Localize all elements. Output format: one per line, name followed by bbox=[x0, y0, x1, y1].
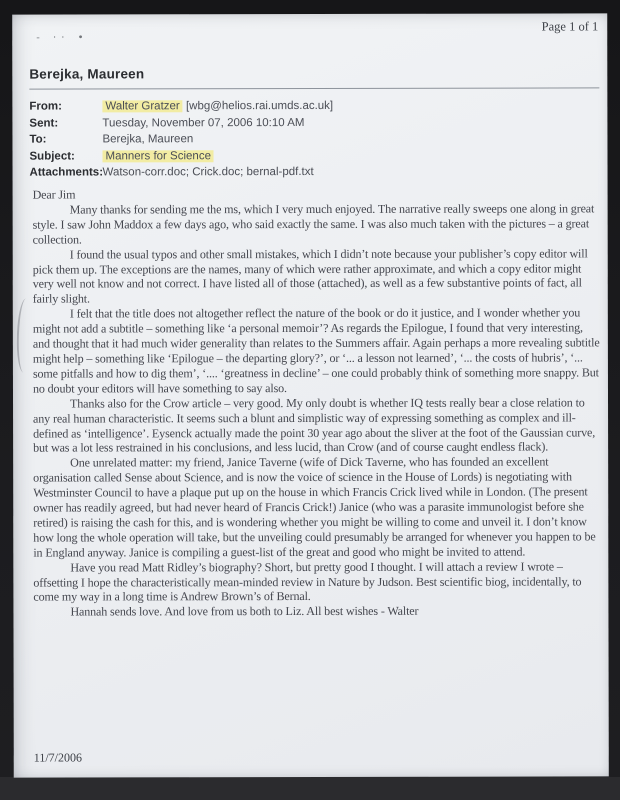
meta-row-sent bbox=[29, 116, 595, 129]
body-paragraph: Many thanks for sending me the ms, which I very much enjoyed. The narrative really sweeps one along in great style. I saw John Maddox a few days ago, who said exactly the same. I was also much taken with the pictures – a great collection. bbox=[32, 201, 595, 247]
body-signoff-paragraph: Hannah sends love. And love from us both to Liz. All best wishes - Walter bbox=[70, 604, 419, 619]
email-meta-block bbox=[29, 99, 595, 183]
meta-row-attachments bbox=[30, 165, 596, 178]
meta-value-subject bbox=[102, 150, 213, 162]
highlighted-subject: Manners for Science bbox=[102, 150, 213, 162]
meta-row-subject bbox=[29, 149, 595, 162]
email-body bbox=[33, 186, 601, 619]
meta-value-attachments: Watson-corr.doc; Crick.doc; bernal-pdf.txt bbox=[102, 165, 314, 179]
meta-value-sent: Tuesday, November 07, 2006 10:10 AM bbox=[102, 116, 305, 129]
meta-label-sent: Sent: bbox=[29, 117, 59, 130]
page-indicator: Page 1 of 1 bbox=[541, 19, 599, 34]
email-page bbox=[12, 13, 609, 777]
meta-row-from bbox=[29, 99, 595, 112]
meta-value-from bbox=[102, 100, 333, 112]
scanner-backdrop-strip bbox=[0, 777, 620, 800]
body-paragraph: One unrelated matter: my friend, Janice Taverne (wife of Dick Taverne, who has founded an excellent organisation called Sense about Science, and is now the voice of science in the House of Lords) is negotiating with Westminster Council to have a plaque put up on the house in which Francis Crick lived while in London. (The present owner has readily agreed, but had never heard of Francis Crick!) Janice (who was a parasite immunologist before she retired) is raising the cash for this, and is wondering whether you might be willing to come and unveil it. I don’t know how long the whole operation will take, but the unveiling could presumably be arranged for whenever you happen to be in England anyway. Janice is compiling a guest-list of the great and good who might be invited to attend. bbox=[33, 454, 596, 560]
meta-label-from: From: bbox=[29, 100, 63, 113]
sender-email: [wbg@helios.rai.umds.ac.uk] bbox=[182, 99, 334, 113]
pencil-marks: - ·· • bbox=[36, 32, 89, 44]
meta-label-attachments: Attachments: bbox=[29, 166, 104, 179]
salutation: Dear Jim bbox=[32, 187, 76, 202]
header-divider bbox=[29, 87, 599, 89]
meta-value-to: Berejka, Maureen bbox=[102, 133, 194, 146]
body-paragraph: Have you read Matt Ridley’s biography? Short, but pretty good I thought. I will attach a review I wrote – offsetting I hope the characteristically mean-minded review in Nature by Judson. Best scientific biog, incidentally, to come my way in a long time is Andrew Brown’s of Bernal. bbox=[33, 559, 582, 605]
body-paragraph: I felt that the title does not altogether reflect the nature of the book or do it justice, and I wonder whether you might not add a subtitle – something like ‘a personal memoir’? As regards the Epilogue, I found that very interesting, and thought that it had much wider generality than relates to the Summers affair. Again perhaps a more revealing subtitle might help – something like ‘Epilogue – the departing glory?’, or ‘... a lesson not learned’, ‘... the costs of hubris’, ‘... some pitfalls and how to dig them’, ‘.... ‘greatness in decline’ – one could probably think of something more snappy. But no doubt your editors will have something to say also. bbox=[32, 305, 600, 396]
footer-date: 11/7/2006 bbox=[33, 750, 83, 765]
recipient-header: Berejka, Maureen bbox=[29, 66, 145, 82]
meta-label-to: To: bbox=[29, 133, 47, 146]
body-paragraph: I found the usual typos and other small mistakes, which I didn’t note because your publisher’s copy editor will pick them up. The exceptions are the names, many of which were rather approximate, and which a copy editor might very well not know and not correct. I have listed all of those (attached), as well as a few substantive points of fact, all fairly slight. bbox=[32, 246, 588, 306]
meta-row-to bbox=[29, 132, 595, 145]
body-paragraph: Thanks also for the Crow article – very good. My only doubt is whether IQ tests really bear a close relation to any real human characteristic. It seems such a blunt and simplistic way of expressing something as complex and ill-defined as ‘intelligence’. Eysenck actually made the point 30 year ago about the sliver at the foot of the Gaussian curve, but was a lot less restrained in his conclusions, and less lucid, than Crow (and of course caught endless flack). bbox=[33, 395, 596, 455]
meta-label-subject: Subject: bbox=[29, 149, 75, 163]
margin-pencil-mark bbox=[16, 298, 34, 372]
highlighted-sender: Walter Gratzer bbox=[102, 100, 182, 112]
